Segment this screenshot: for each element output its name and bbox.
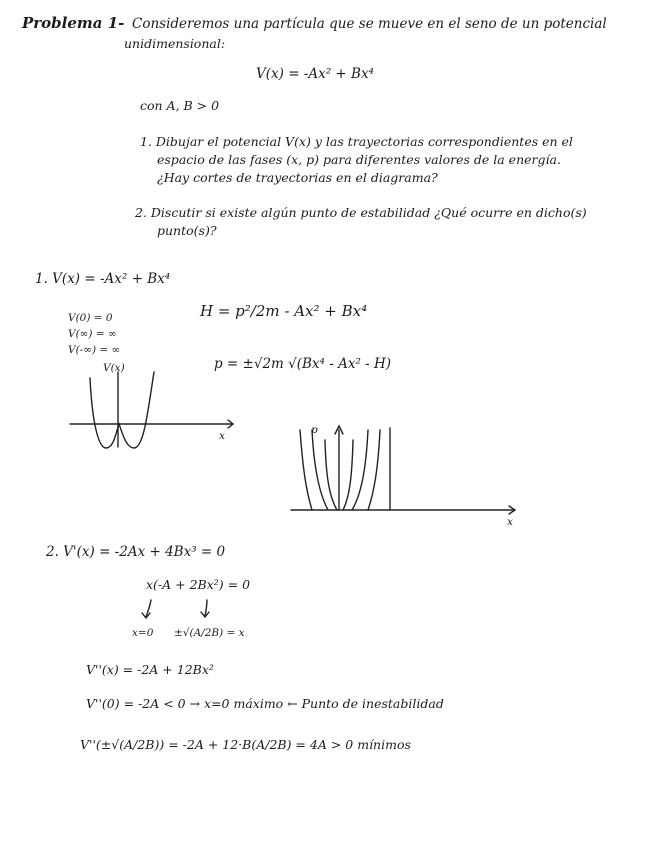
root-plus-minus: ±√(A/2B) = x [174,627,245,639]
item-2-line-1: 2. Discutir si existe algún punto de estabilidad ¿Qué ocurre en dicho(s) [135,205,587,220]
root-zero: x=0 [132,627,154,639]
positivity-condition: con A, B > 0 [140,98,220,113]
momentum-formula: p = ±√2m √(Bx⁴ - Ax² - H) [214,356,392,372]
problem-label: Problema 1- [22,14,125,32]
factored-equation: x(-A + 2Bx²) = 0 [146,577,251,592]
potential-plot [70,372,233,448]
problem-line-2: unidimensional: [124,36,226,51]
second-derivative-at-roots: V''(±√(A/2B)) = -2A + 12·B(A/2B) = 4A > 0 mínimos [80,737,411,752]
limit-v0: V(0) = 0 [68,312,113,324]
phase-space-plot [291,426,515,514]
first-derivative: 2. V'(x) = -2Ax + 4Bx³ = 0 [46,544,226,560]
trajectory-6 [368,430,380,510]
limit-v-inf: V(∞) = ∞ [68,328,117,340]
potential-curve [90,372,154,448]
second-derivative: V''(x) = -2A + 12Bx² [86,662,214,677]
trajectory-1 [300,430,312,510]
hamiltonian: H = p²/2m - Ax² + Bx⁴ [200,302,368,320]
potential-plot-ylabel: V(x) [103,362,125,374]
potential-formula: V(x) = -Ax² + Bx⁴ [256,66,374,82]
arrow-root-2 [205,600,207,616]
trajectory-3 [325,440,337,510]
solution-1-heading: 1. V(x) = -Ax² + Bx⁴ [35,271,171,287]
trajectory-4 [343,440,353,510]
second-derivative-at-zero: V''(0) = -2A < 0 → x=0 máximo ← Punto de inestabilidad [86,696,444,711]
phase-plot-plabel: p [311,424,318,436]
item-2-line-2: punto(s)? [157,223,217,238]
item-1-line-2: espacio de las fases (x, p) para diferentes valores de la energía. [157,152,561,167]
potential-plot-xlabel: x [219,430,225,442]
item-1-line-1: 1. Dibujar el potencial V(x) y las trayectorias correspondientes en el [140,134,573,149]
trajectory-5 [352,430,368,510]
limit-v-minus-inf: V(-∞) = ∞ [68,344,121,356]
problem-line-1: Consideremos una partícula que se mueve en el seno de un potencial [132,16,607,32]
phase-plot-xlabel: x [507,516,513,528]
item-1-line-3: ¿Hay cortes de trayectorias en el diagrama? [157,170,438,185]
